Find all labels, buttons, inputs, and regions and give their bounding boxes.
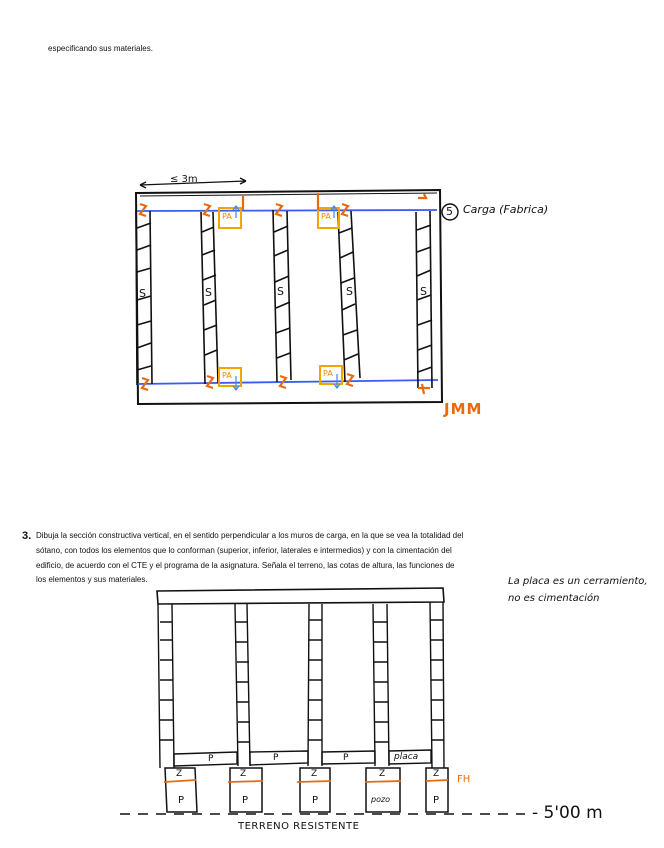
z-label: Z (240, 769, 247, 779)
wall-label: S (420, 285, 427, 298)
slab-p-label: P (208, 754, 214, 764)
ground-label: TERRENO RESISTENTE (238, 821, 360, 832)
footings (165, 768, 448, 812)
footing-label: P (242, 795, 249, 806)
question-line: sótano, con todos los elementos que lo conforman (superior, inferior, laterales e intermedios) y con la cimentación del (36, 546, 452, 555)
fh-label: FH (457, 774, 471, 785)
span-label: ≤ 3m (170, 174, 198, 185)
question-line: los elementos y sus materiales. (36, 575, 148, 584)
signature: JMM (444, 400, 483, 418)
footing-label: P (312, 795, 319, 806)
fh-marks (164, 780, 448, 782)
pa-label: PA (222, 212, 232, 221)
question-line: edificio, de acuerdo con el CTE y el programa de la asignatura. Señala el terreno, las cotas de altura, las funciones de (36, 561, 455, 570)
slab-p-label: P (273, 753, 279, 763)
top-text: especificando sus materiales. (48, 44, 153, 53)
z-label: Z (433, 769, 440, 779)
wall-label: S (139, 287, 146, 300)
level-label: - 5'00 m (532, 803, 603, 823)
slab-note-line-1: La placa es un cerramiento, (508, 576, 648, 587)
footing-label: P (433, 795, 440, 806)
load-wall-label: Carga (Fabrica) (463, 203, 549, 216)
section-walls (158, 602, 444, 768)
top-slab (157, 588, 444, 604)
slab-note-line-2: no es cimentación (508, 593, 600, 604)
pozo-label: pozo (371, 795, 391, 804)
pa-label: PA (321, 212, 331, 221)
z-label: Z (379, 769, 386, 779)
question-number: 3. (22, 530, 32, 542)
pa-label: PA (222, 371, 232, 380)
z-label: Z (311, 769, 318, 779)
question-line: Dibuja la sección constructiva vertical, en el sentido perpendicular a los muros de carga, en la que se vea la totalidad del (36, 531, 464, 540)
wall-label: S (346, 285, 353, 298)
load-wall-number: 5 (446, 205, 453, 218)
placa-label: placa (394, 752, 419, 762)
slab-p-label: P (343, 753, 349, 763)
wall-label: S (277, 285, 284, 298)
footing-label: P (178, 795, 185, 806)
z-label: Z (176, 769, 183, 779)
pa-label: PA (323, 369, 333, 378)
wall-label: S (205, 286, 212, 299)
